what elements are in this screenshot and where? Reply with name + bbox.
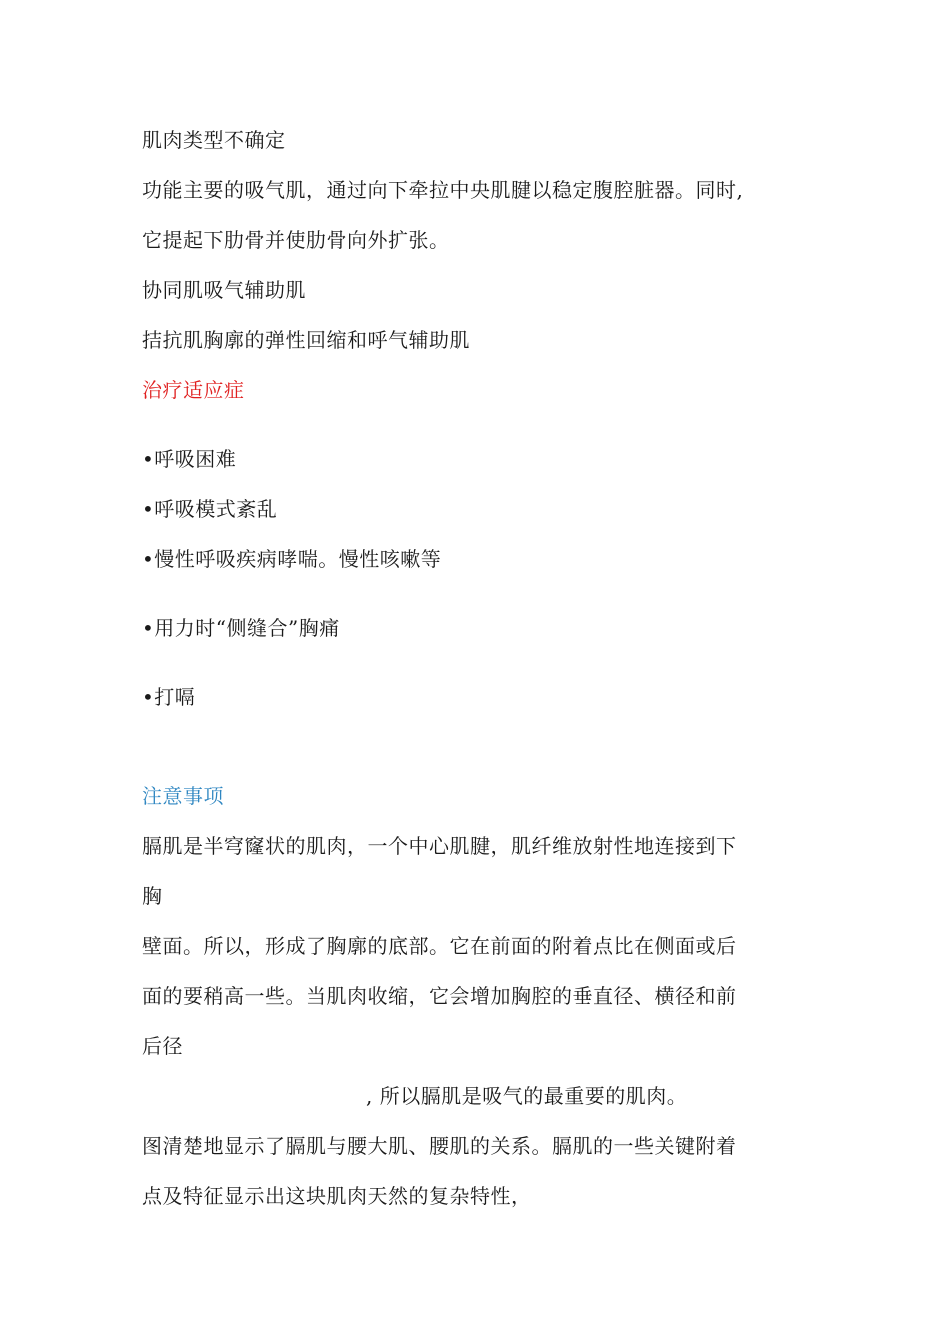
notes-line: 点及特征显示出这块肌肉天然的复杂特性， <box>142 1184 532 1208</box>
notes-line: 面的要稍高一些。当肌肉收缩，它会增加胸腔的垂直径、横径和前 <box>142 984 737 1008</box>
indication-item: •用力时“侧缝合”胸痛 <box>142 616 340 640</box>
notes-line: 膈肌是半穹窿状的肌肉，一个中心肌腱，肌纤维放射性地连接到下 <box>142 834 737 858</box>
indications-title: 治疗适应症 <box>142 378 245 402</box>
antagonist-text: 拮抗肌胸廓的弹性回缩和呼气辅助肌 <box>142 328 470 352</box>
indication-item: •慢性呼吸疾病哮喘。慢性咳嗽等 <box>142 547 442 571</box>
notes-line: 图清楚地显示了膈肌与腰大肌、腰肌的关系。膈肌的一些关键附着 <box>142 1134 737 1158</box>
indication-item: •呼吸困难 <box>142 447 237 471</box>
muscle-type-text: 肌肉类型不确定 <box>142 128 286 152</box>
notes-line: 后径 <box>142 1034 183 1058</box>
notes-line: 壁面。所以，形成了胸廓的底部。它在前面的附着点比在侧面或后 <box>142 934 737 958</box>
notes-line: , 所以膈肌是吸气的最重要的肌肉。 <box>366 1084 688 1108</box>
notes-title: 注意事项 <box>142 784 224 808</box>
notes-line: 胸 <box>142 884 163 908</box>
function-text-line-2: 它提起下肋骨并使肋骨向外扩张。 <box>142 228 450 252</box>
indication-item: •打嗝 <box>142 685 196 709</box>
function-text-line-1: 功能主要的吸气肌，通过向下牵拉中央肌腱以稳定腹腔脏器。同时, <box>142 178 744 202</box>
synergist-text: 协同肌吸气辅助肌 <box>142 278 306 302</box>
indication-item: •呼吸模式紊乱 <box>142 497 278 521</box>
